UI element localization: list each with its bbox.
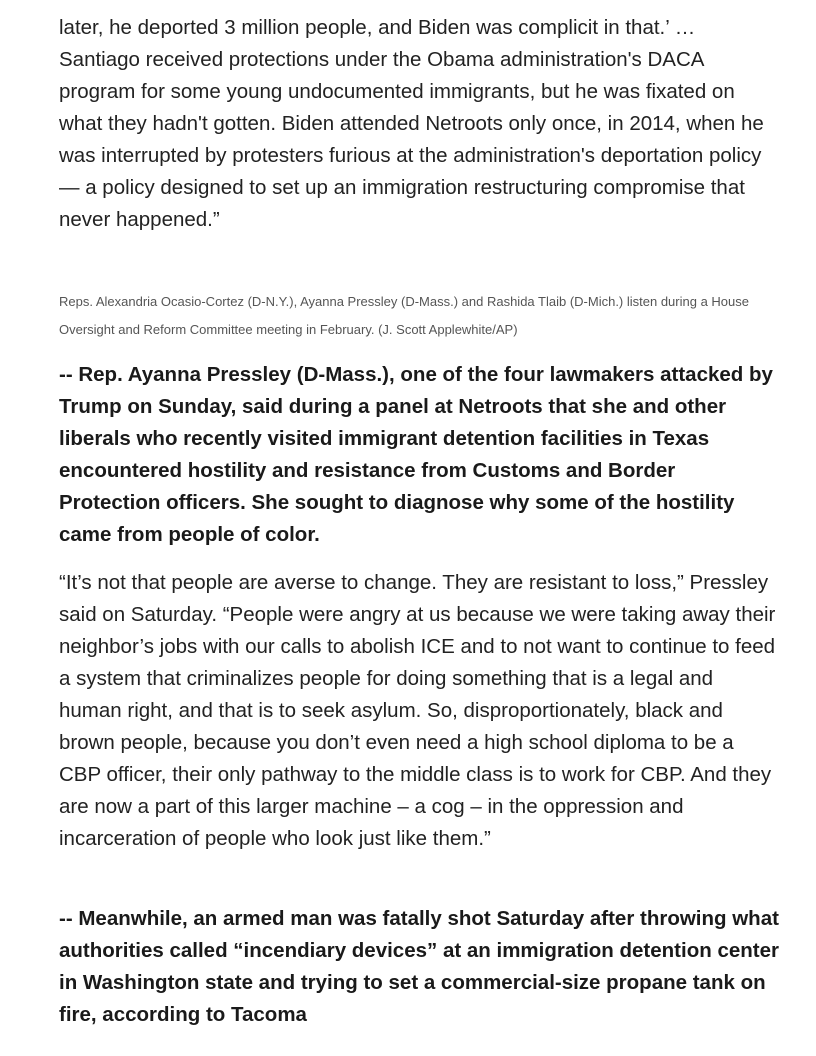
article-quote-paragraph: “It’s not that people are averse to change. They are resistant to loss,” Pressley said on Saturday. “People were angry at us because we were taking away their neighbor’s jobs with our calls to abolish ICE and to not want to continue to feed a system that criminalizes people for doing something that is a legal and human right, and that is to seek asylum. So, disproportionately, black and brown people, because you don’t even need a high school diploma to be a CBP officer, their only pathway to the middle class is to work for CBP. And they are now a part of this larger machine – a cog – in the oppression and incarceration of people who look just like them.” <box>59 571 776 850</box>
photo-caption: Reps. Alexandria Ocasio-Cortez (D-N.Y.), Ayanna Pressley (D-Mass.) and Rashida Tlaib (D-Mich.) listen during a House Oversight and Reform Committee meeting in February. (J. Scott Applewhite/AP) <box>59 294 749 337</box>
article-bold-paragraph-pressley: -- Rep. Ayanna Pressley (D-Mass.), one of the four lawmakers attacked by Trump on Sunday, said during a panel at Netroots that she and other liberals who recently visited immigrant detention facilities in Texas encountered hostility and resistance from Customs and Border Protection officers. She sought to diagnose why some of the hostility came from people of color. <box>59 363 773 546</box>
article-bold-paragraph-tacoma: -- Meanwhile, an armed man was fatally shot Saturday after throwing what authorities called “incendiary devices” at an immigration detention center in Washington state and trying to set a commercial-size propane tank on fire, according to Tacoma <box>59 907 779 1026</box>
article-paragraph: later, he deported 3 million people, and Biden was complicit in that.’ … Santiago received protections under the Obama administration's DACA program for some young undocumented immigrants, but he was fixated on what they hadn't gotten. Biden attended Netroots only once, in 2014, when he was interrupted by protesters furious at the administration's deportation policy — a policy designed to set up an immigration restructuring compromise that never happened.” <box>59 16 764 231</box>
